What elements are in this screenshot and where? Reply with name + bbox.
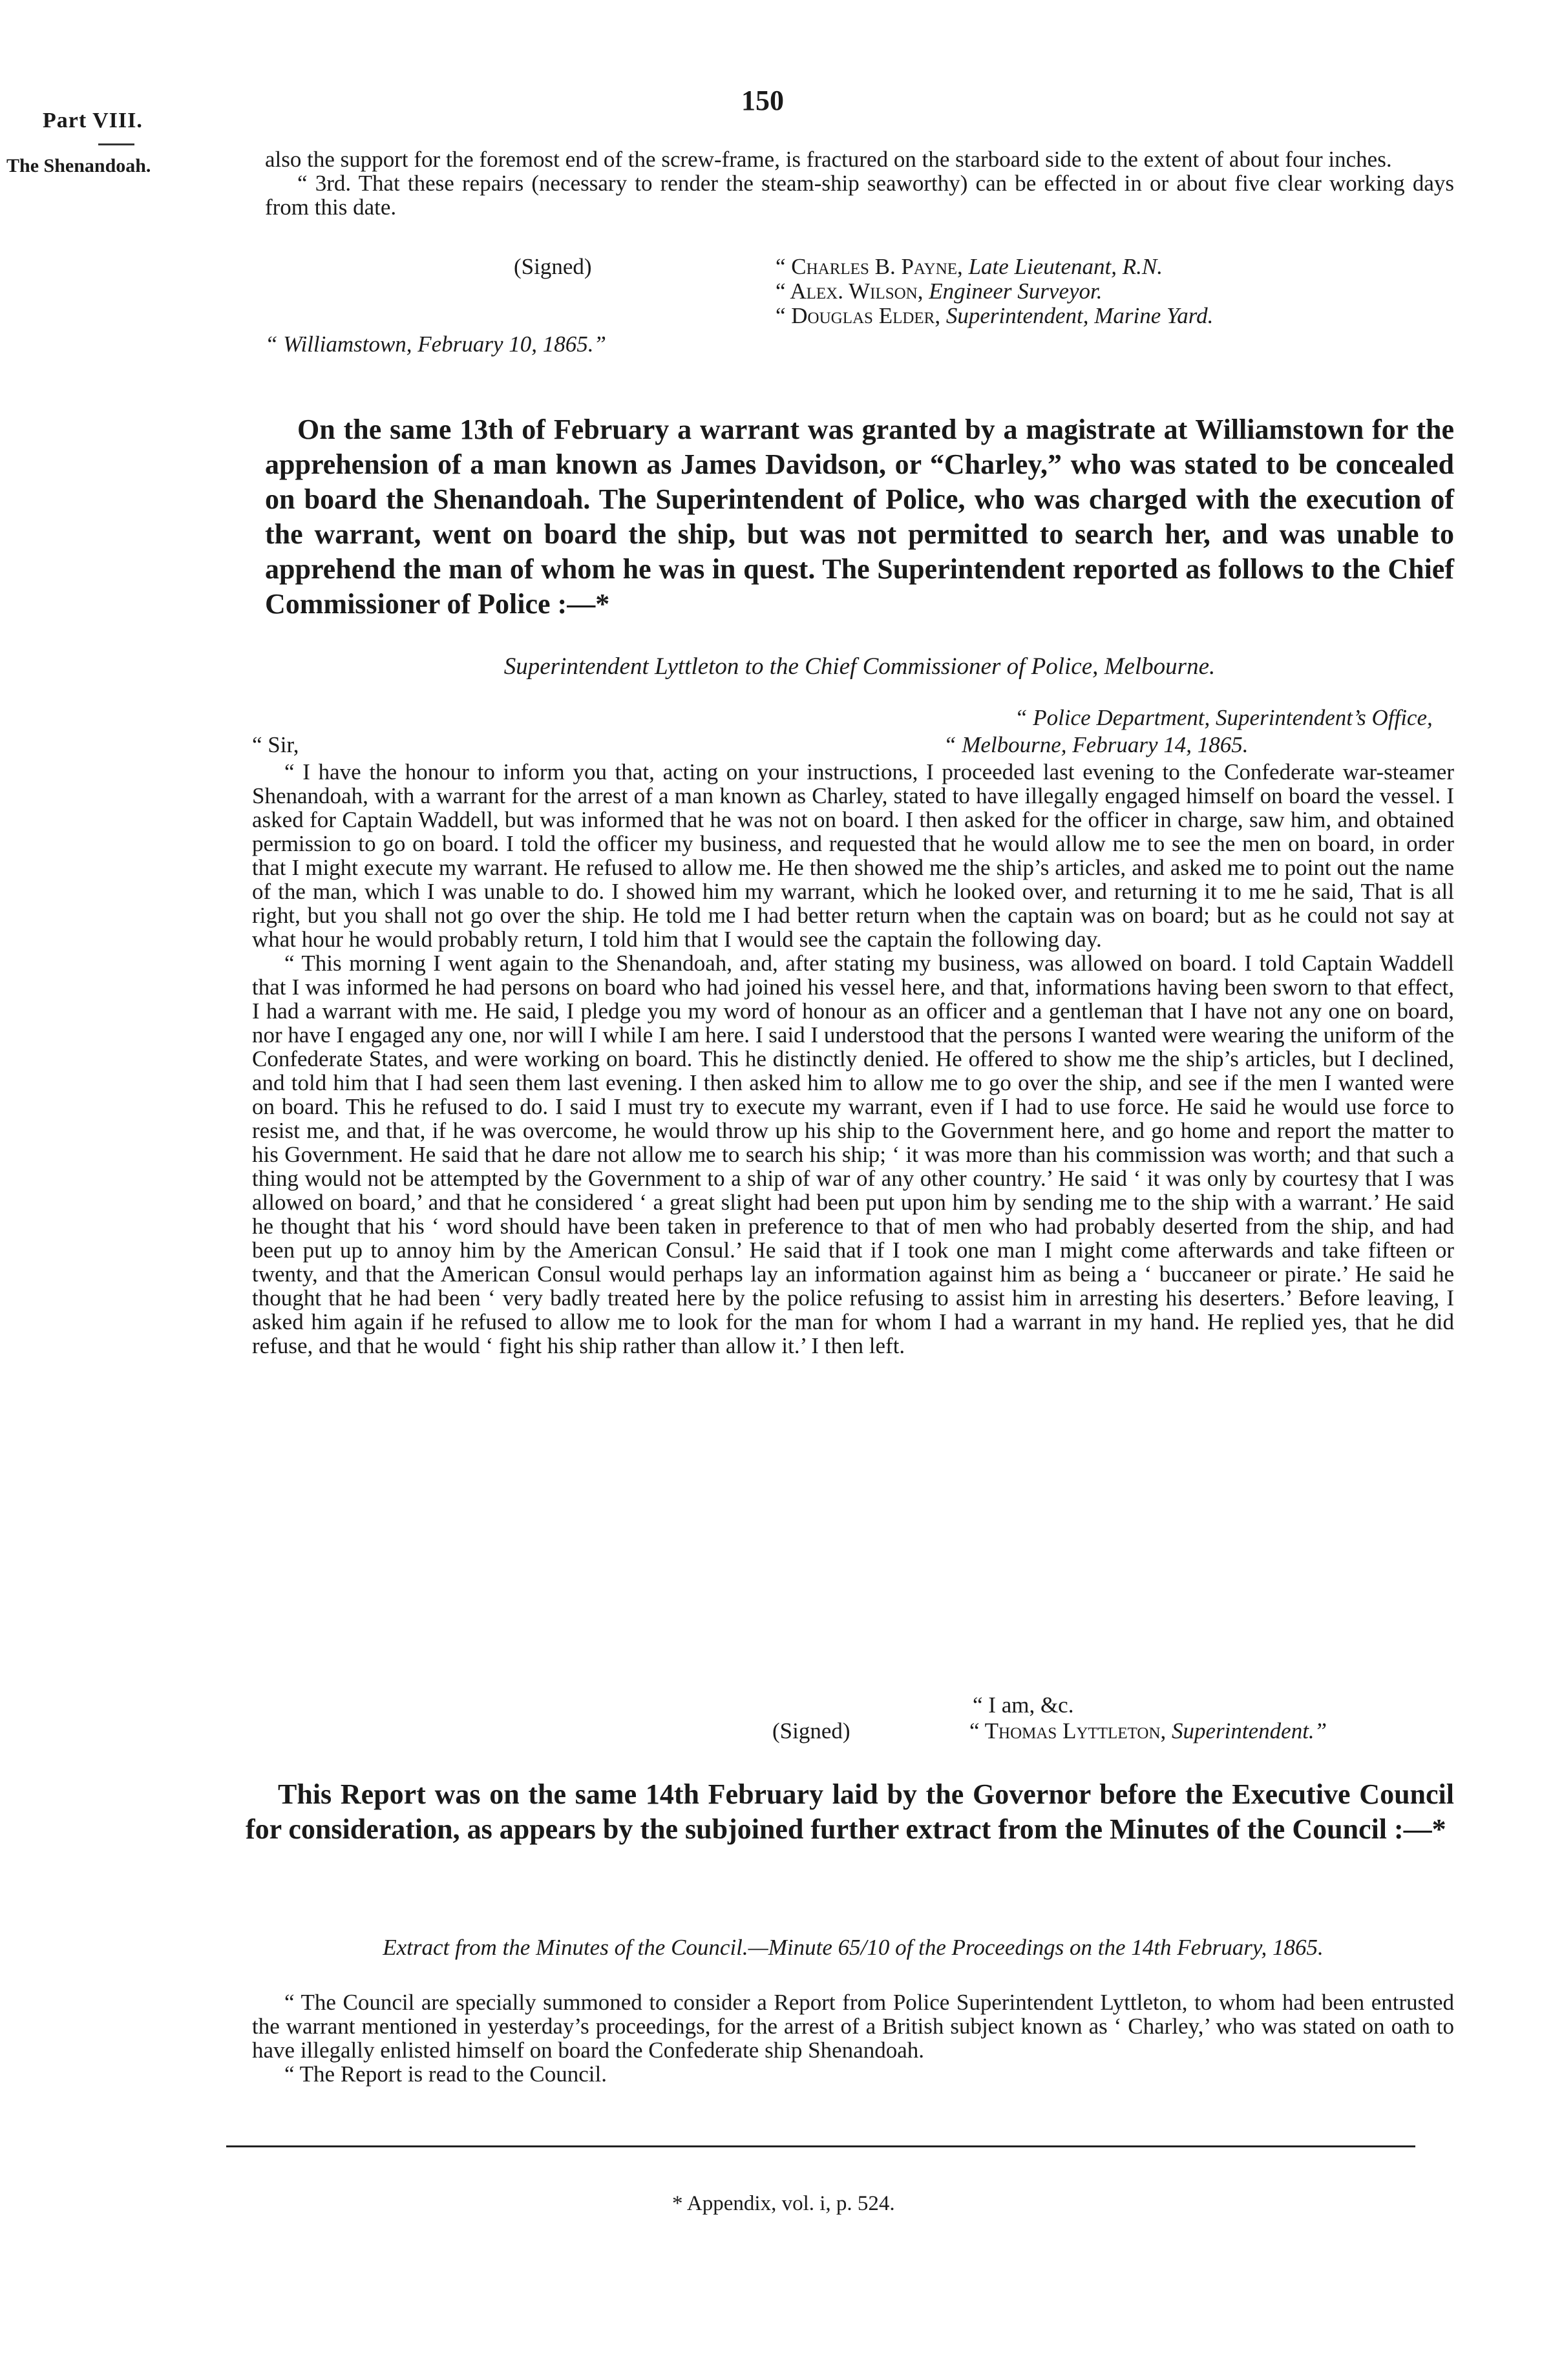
report-signatory-1 (776, 255, 1163, 279)
letter-para-2: “ This morning I went again to the Shenandoah, and, after stating my business, was allowed on board. I told Captain Waddell that I was informed he had persons on board who had joined his vessel here, and that, informations having been sworn to that effect, I had a warrant with me. He said, I pledge you my word of honour as an officer and a gentleman that I have not any one on board, nor have I engaged any one, nor will I while I am here. I said I understood that the persons I wanted were wearing the uniform of the Confederate States, and were working on board. This he distinctly denied. He offered to show me the ship’s articles, but I declined, and told him that I had seen them last evening. I then asked him to allow me to go over the ship, and see if the men I wanted were on board. This he refused to do. I said I must try to execute my warrant, even if I had to use force. He said he would use force to resist me, and that, if he was overcome, he would throw up his ship to the Government here, and go home and report the matter to his Government. He said that he dare not allow me to search his ship; ‘ it was more than his commission was worth; and that such a thing would not be attempted by the Government to a ship of war of any other country.’ He said ‘ it was only by courtesy that I was allowed on board,’ and that he considered ‘ a great slight had been put upon him by sending me to the ship with a warrant.’ He said he thought that his ‘ word should have been taken in preference to that of men who had probably deserted from the ship, and had been put up to annoy him by the American Consul.’ He said that if I took one man I might come afterwards and take fifteen or twenty, and that the American Consul would perhaps lay an information against him as being a ‘ buccaneer or pirate.’ He said he thought that he had been ‘ very badly treated here by the police refusing to assist him in arresting his deserters.’ Before leaving, I asked him again if he refused to allow me to look for the man for whom I had a warrant in my hand. He replied yes, that he did refuse, and that he would ‘ fight his ship rather than allow it.’ I then left. (252, 951, 1454, 1358)
report-signatory-3 (776, 304, 1213, 328)
margin-part-label: Part VIII. (43, 109, 143, 132)
letter-body (252, 760, 1454, 1358)
letter-signed-label: (Signed) (772, 1718, 850, 1743)
letter-signatory-name: “ Thomas Lyttleton, (969, 1718, 1167, 1743)
report-para-2: “ 3rd. That these repairs (necessary to render the steam-ship seaworthy) can be effected in or about five clear working days from this date. (265, 171, 1454, 220)
signatory-1-name: “ Charles B. Payne, (776, 254, 963, 279)
margin-subject-label: The Shenandoah. (6, 155, 151, 176)
extract-para-1: “ The Council are specially summoned to consider a Report from Police Superintendent Lyttleton, to whom had been entrusted the warrant mentioned in yesterday’s proceedings, for the arrest of a British subject known as ‘ Charley,’ who was stated on oath to have illegally enlisted himself on board the Confederate ship Shenandoah. (252, 1990, 1454, 2063)
report-para-1: also the support for the foremost end of the screw-frame, is fractured on the starboard side to the extent of about four inches. (265, 147, 1392, 172)
narrative-paragraph-2: This Report was on the same 14th February laid by the Governor before the Executive Council for consideration, as appears by the subjoined further extract from the Minutes of the Council :—* (246, 1778, 1454, 1845)
page-number: 150 (741, 85, 784, 116)
signatory-2-title: Engineer Surveyor. (929, 279, 1103, 304)
margin-rule (98, 143, 134, 145)
letter-para-1: “ I have the honour to inform you that, acting on your instructions, I proceeded last evening to the Confederate war-steamer Shenandoah, with a warrant for the arrest of a man known as Charley, stated to have illegally engaged himself on board the vessel. I asked for Captain Waddell, but was informed that he was not on board. I then asked for the officer in charge, saw him, and obtained permission to go on board. I told the officer my business, and requested that he would allow me to see the men on board, in order that I might execute my warrant. He refused to allow me. He then showed me the ship’s articles, and asked me to point out the name of the man, which I was unable to do. I showed him my warrant, which he looked over, and returning it to me he said, That is all right, but you shall not go over the ship. He told me I had better return when the captain was on board; but as he could not say at what hour he would probably return, I told him that I would see the captain the following day. (252, 759, 1454, 952)
extract-body (252, 1990, 1454, 2086)
letter-signatory-title: Superintendent.” (1172, 1718, 1327, 1743)
signatory-3-name: “ Douglas Elder, (776, 303, 941, 328)
footnote-rule (226, 2145, 1415, 2147)
signatory-3-title: Superintendent, Marine Yard. (945, 303, 1214, 328)
signatory-2-name: “ Alex. Wilson, (776, 279, 924, 304)
report-place-date (265, 332, 606, 356)
narrative-paragraph-1: On the same 13th of February a warrant was granted by a magistrate at Williamstown for the apprehension of a man known as James Davidson, or “Charley,” who was stated to be concealed on board the Shenandoah. The Superintendent of Police, who was charged with the execution of the warrant, went on board the ship, but was not permitted to search her, and was unable to apprehend the man of whom he was in quest. The Superintendent reported as follows to the Chief Commissioner of Police :—* (265, 414, 1454, 620)
letter-closing: “ I am, &c. (973, 1692, 1074, 1718)
report-signed-label: (Signed) (514, 254, 592, 279)
report-place-date-text: “ Williamstown, February 10, 1865.” (265, 332, 606, 357)
signatory-1-title: Late Lieutenant, R.N. (968, 254, 1163, 279)
extract-para-2: “ The Report is read to the Council. (284, 2061, 607, 2087)
letter-address-line-1: “ Police Department, Superintendent’s Office, (1015, 705, 1433, 730)
report-continuation (265, 147, 1454, 219)
letter-address-line-2: “ Melbourne, February 14, 1865. (944, 732, 1249, 757)
letter-salutation: “ Sir, (252, 732, 299, 757)
extract-heading: Extract from the Minutes of the Council.—Minute 65/10 of the Proceedings on the 14th February, 1865. (383, 1935, 1324, 1960)
letter-signatory (969, 1719, 1327, 1743)
letter-heading: Superintendent Lyttleton to the Chief Commissioner of Police, Melbourne. (503, 653, 1216, 680)
report-signatory-2 (776, 279, 1103, 303)
footnote: * Appendix, vol. i, p. 524. (672, 2192, 895, 2215)
